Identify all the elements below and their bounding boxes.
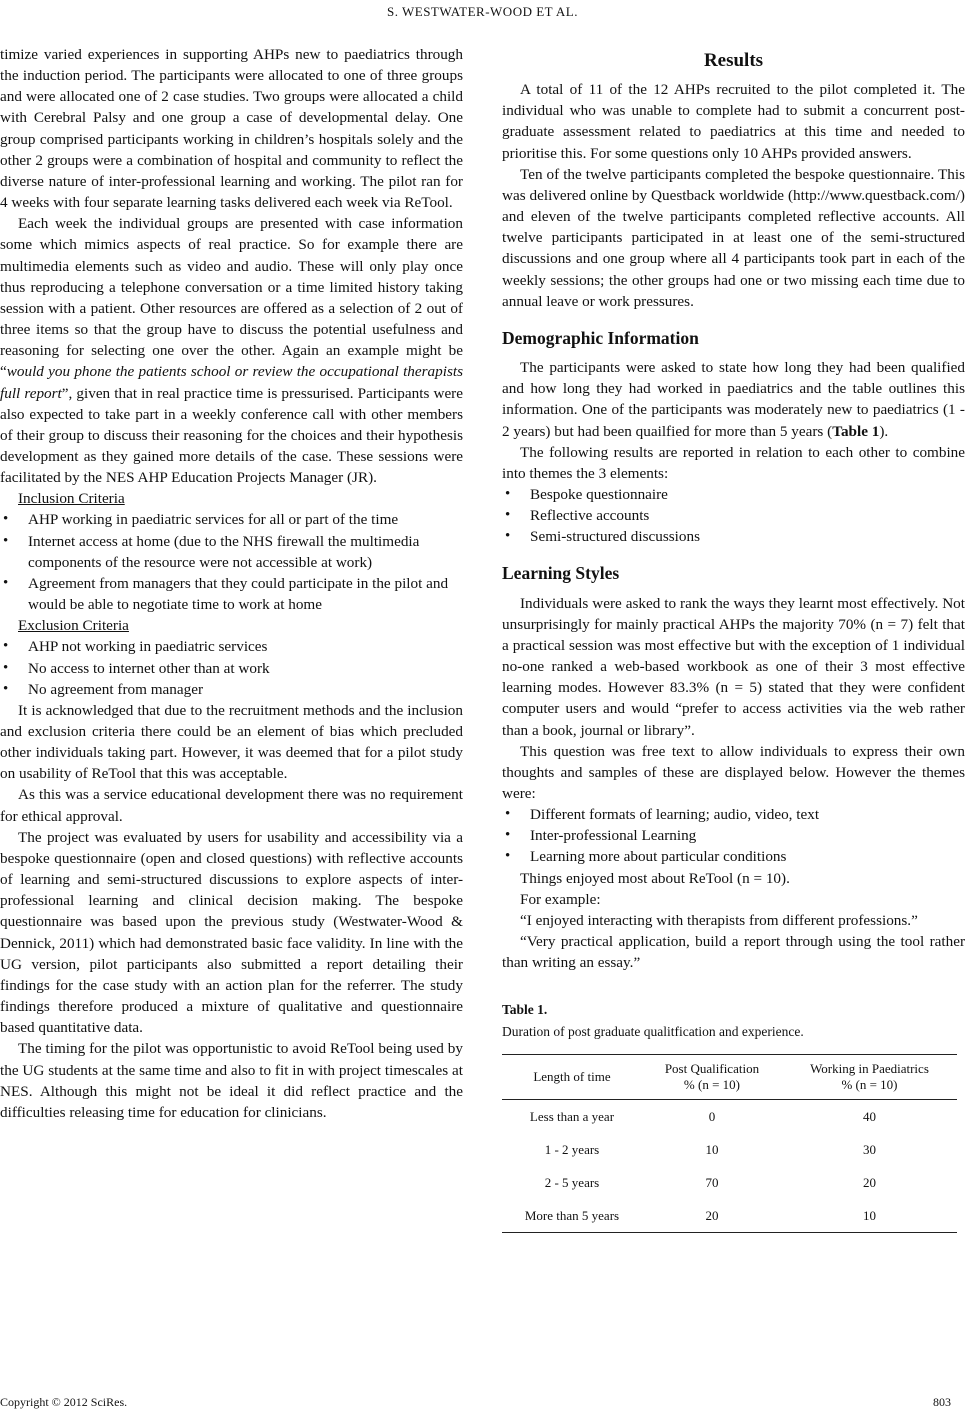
list-item: • Agreement from managers that they could participate in the pilot and would be able to negotiate time to work at home	[0, 573, 463, 615]
running-header: S. WESTWATER-WOOD ET AL.	[387, 4, 578, 19]
table-cell: 20	[862, 1174, 876, 1190]
paragraph: Things enjoyed most about ReTool (n = 10).	[520, 869, 790, 887]
column-header: Working in Paediatrics % (n = 10)	[810, 1060, 929, 1092]
paragraph: The project was evaluated by users for usability and accessibility via a bespoke questionnaire (open and closed questions) with reflective accounts of learning and semi-structured discussions to explore aspects of inter-professional learning and clinical decision making. The bespoke questionnaire was based upon the previous study (Westwater-Wood & Dennick, 2011) which had demonstrated basic face validity. In line with the UG version, pilot participants also submitted a report detailing their findings for the case study with an action plan for the referrer. The study findings therefore produced a mixture of qualitative and questionnaire based quantitative data.	[0, 828, 463, 1037]
table-cell: 20	[705, 1207, 719, 1223]
list-item: • AHP not working in paediatric services	[0, 636, 463, 657]
table-header-row	[502, 1054, 957, 1099]
table-row	[502, 1099, 957, 1133]
table-cell: 10	[862, 1207, 876, 1223]
list-item: • No agreement from manager	[0, 679, 463, 700]
table-cell: 30	[862, 1141, 876, 1157]
table-row	[502, 1133, 957, 1166]
list-item: • No access to internet other than at work	[0, 658, 463, 679]
paragraph: “I enjoyed interacting with therapists from different professions.”	[520, 911, 918, 929]
table-subtitle: Duration of post graduate qualitfication and experience.	[502, 1023, 804, 1039]
paragraph: timize varied experiences in supporting AHPs new to paediatrics through the induction period. The participants were allocated to one of three groups and were allocated one of 2 case studies. Two groups were allocated a child with Cerebral Palsy and one group a case of developmental delay. One group comprised participants working in children’s hospitals solely and the other 2 groups were a combination of hospital and community to reflect the diverse nature of inter-professional learning and working. The pilot ran for 4 weeks with four separate learning tasks delivered each week via ReTool.	[0, 46, 463, 212]
paragraph: “Very practical application, build a report through using the tool rather than writing an essay.”	[502, 933, 965, 972]
paragraph: Each week the individual groups are presented with case information some which mimics aspects of real practice. So for example there are multimedia elements such as video and audio. These will only play once thus reproducing a telephone conversation or a time limited history taking session with a patient. Other resources are offered as a selection of 2 out of three items so that the group have to discuss the potential usefulness and reasoning for selecting one over the other. Again an example might be “would you phone the patients school or review the occupational therapists full report”, given that in real practice time is pressurised. Participants were also expected to take part in a weekly conference call with other members of their group to discuss their reasoning for the choices and their hypothesis development as they gained more details of the case. These sessions were facilitated by the NES AHP Education Projects Manager (JR).	[0, 215, 463, 487]
table-cell: 0	[708, 1108, 716, 1124]
table-cell: 40	[862, 1108, 876, 1124]
list-item: • Semi-structured discussions	[502, 526, 965, 547]
exclusion-list	[0, 636, 463, 699]
right-column	[502, 44, 965, 1233]
paragraph: The timing for the pilot was opportunistic to avoid ReTool being used by the UG students at the same time and also to fit in with project timescales at NES. Although this might not be ideal it did reflect practice and the difficulties releasing time for education for clinicians.	[0, 1040, 463, 1121]
left-column	[0, 44, 463, 1123]
learning-styles-heading: Learning Styles	[502, 563, 620, 584]
paragraph: A total of 11 of the 12 AHPs recruited to the pilot completed it. The individual who was unable to complete had to submit a concurrent post-graduate assessment related to paediatrics at this time and needed to prioritise this. For some questions only 10 AHPs provided answers.	[502, 81, 965, 162]
quote: would you phone the patients school or review the occupational therapists full report	[0, 363, 463, 402]
table-cell: Less than a year	[529, 1108, 615, 1124]
paragraph: It is acknowledged that due to the recruitment methods and the inclusion and exclusion criteria there could be an element of bias which precluded other individuals taking part. However, it was deemed that for a pilot study on usability of ReTool that this was acceptable.	[0, 701, 463, 783]
list-item: • Reflective accounts	[502, 505, 965, 526]
results-heading: Results	[703, 50, 764, 71]
data-table	[502, 1054, 957, 1233]
exclusion-criteria-title: Exclusion Criteria	[18, 617, 129, 635]
list-item: • Inter-professional Learning	[502, 825, 965, 846]
column-header: Length of time	[533, 1068, 611, 1084]
themes-list	[502, 804, 965, 867]
table-cell: 70	[705, 1174, 719, 1190]
table-caption: Table 1.	[502, 1002, 548, 1018]
paragraph: The following results are reported in relation to each other to combine into themes the 3 elements:	[502, 443, 965, 482]
table-cell: More than 5 years	[524, 1207, 620, 1223]
list-item: • AHP working in paediatric services for all or part of the time	[0, 509, 463, 530]
list-item: • Different formats of learning; audio, video, text	[502, 804, 965, 825]
paragraph: For example:	[520, 890, 601, 908]
table-row	[502, 1199, 957, 1233]
page-number: 803	[933, 1395, 951, 1409]
column-header: Post Qualification % (n = 10)	[664, 1060, 760, 1092]
elements-list	[502, 484, 965, 547]
copyright-footer: Copyright © 2012 SciRes.	[0, 1395, 128, 1409]
table-row	[502, 1166, 957, 1199]
inclusion-list	[0, 509, 463, 615]
paragraph: Ten of the twelve participants completed the bespoke questionnaire. This was delivered online by Questback worldwide (http://www.questback.com/) and eleven of the twelve participants completed reflective accounts. All twelve participants participated in at least one of the semi-structured discussions and one group where all 4 participants took part in each of the weekly sessions; the other groups had one or two missing each time due to annual leave or work pressures.	[502, 165, 965, 310]
paragraph: This question was free text to allow individuals to express their own thoughts and samples of these are displayed below. However the themes were:	[502, 742, 965, 802]
table-ref: Table 1	[832, 422, 880, 440]
paragraph: The participants were asked to state how long they had been qualified and how long they had worked in paediatrics and the table outlines this information. One of the participants was moderately new to paediatrics (1 - 2 years) but had been quailfied for more than 5 years (Table 1).	[502, 359, 965, 440]
demographic-heading: Demographic Information	[502, 327, 699, 348]
paragraph: As this was a service educational development there was no requirement for ethical approval.	[0, 786, 463, 825]
list-item: • Learning more about particular conditions	[502, 846, 965, 867]
list-item: • Bespoke questionnaire	[502, 484, 965, 505]
table-cell: 10	[705, 1141, 719, 1157]
paragraph: Individuals were asked to rank the ways they learnt most effectively. Not unsurprisingly for mainly practical AHPs the majority 70% (n = 7) felt that a practical session was most effective but with the exception of 1 individual no-one ranked a web-based workbook as one of their 3 most effective learning modes. However 83.3% (n = 5) stated that they were confident computer users and would “prefer to access activities via the web rather than a book, journal or library”.	[502, 594, 965, 739]
table-cell: 2 - 5 years	[544, 1174, 600, 1190]
inclusion-criteria-title: Inclusion Criteria	[18, 490, 125, 508]
table-cell: 1 - 2 years	[544, 1141, 600, 1157]
list-item: • Internet access at home (due to the NHS firewall the multimedia components of the resource were not accessible at work)	[0, 531, 463, 573]
